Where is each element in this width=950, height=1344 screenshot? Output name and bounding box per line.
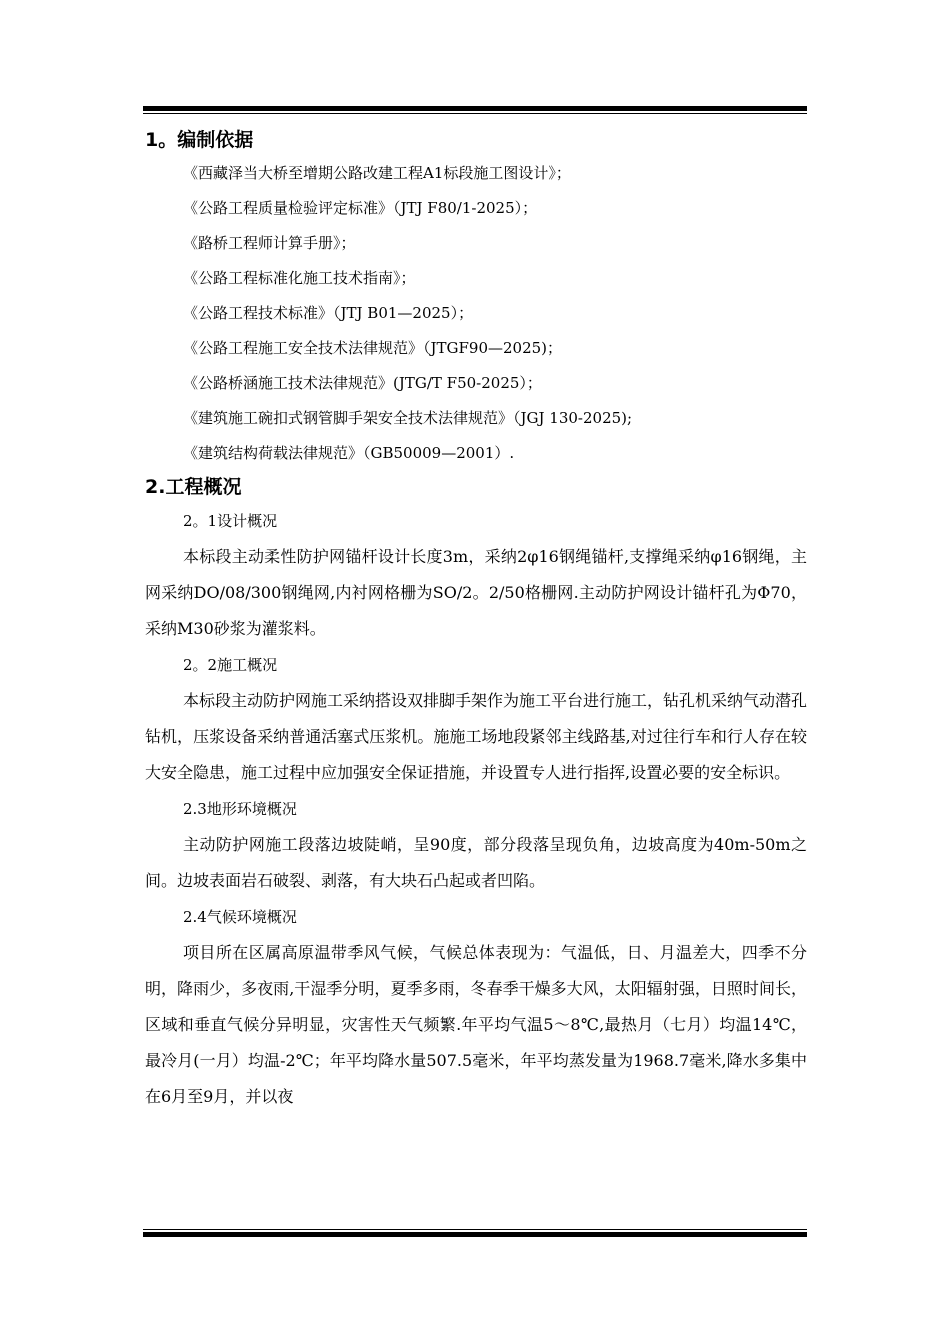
reference-item: 《建筑施工碗扣式钢管脚手架安全技术法律规范》（JGJ 130-2025); xyxy=(183,409,633,427)
reference-item: 《公路工程质量检验评定标准》（JTJ F80/1-2025）； xyxy=(183,199,538,217)
footer-rule xyxy=(143,1229,807,1237)
climate-overview-text: 项目所在区属高原温带季风气候，气候总体表现为：气温低，日、月温差大，四季不分明，降雨少，多夜雨,干湿季分明，夏季多雨，冬春季干燥多大风，太阳辐射强，日照时间长，区域和垂直气候分异明显，灾害性天气频繁.年平均气温5～8℃,最热月（七月）均温14℃，最冷月(一月）均温-2℃；年平均降水量507.5毫米，年平均蒸发量为1968.7毫米,降水多集中在6月至9月，并以夜 xyxy=(145,943,807,1106)
construction-overview-text: 本标段主动防护网施工采纳搭设双排脚手架作为施工平台进行施工，钻孔机采纳气动潜孔钻机，压浆设备采纳普通活塞式压浆机。施施工场地段紧邻主线路基,对过往行车和行人存在较大安全隐患，施工过程中应加强安全保证措施，并设置专人进行指挥,设置必要的安全标识。 xyxy=(145,691,808,782)
climate-overview-title: 2.4气候环境概况 xyxy=(183,908,297,926)
construction-overview-title: 2。2施工概况 xyxy=(183,656,278,674)
reference-item: 《建筑结构荷载法律规范》（GB50009—2001）. xyxy=(183,444,515,462)
section-1-heading: 1。编制依据 xyxy=(145,129,254,151)
reference-item: 《公路工程施工安全技术法律规范》（JTGF90—2025)； xyxy=(183,339,563,357)
document-body xyxy=(145,124,807,1115)
reference-list xyxy=(145,156,807,471)
section-2-heading: 2.工程概况 xyxy=(145,476,242,498)
design-overview-title: 2。1设计概况 xyxy=(183,512,278,530)
reference-item: 《路桥工程师计算手册》； xyxy=(183,234,356,252)
header-rule xyxy=(143,106,807,114)
design-overview-text: 本标段主动柔性防护网锚杆设计长度3m，采纳2φ16钢绳锚杆,支撑绳采纳φ16钢绳，主网采纳DO/08/300钢绳网,内衬网格栅为SO/2。2/50格栅网.主动防护网设计锚杆孔为Φ70，采纳M30砂浆为灌浆料。 xyxy=(145,547,807,638)
terrain-overview-text: 主动防护网施工段落边坡陡峭，呈90度，部分段落呈现负角，边坡高度为40m-50m之间。边坡表面岩石破裂、剥落，有大块石凸起或者凹陷。 xyxy=(145,835,807,890)
terrain-overview-title: 2.3地形环境概况 xyxy=(183,800,297,818)
reference-item: 《公路桥涵施工技术法律规范》(JTG/T F50-2025）； xyxy=(183,374,542,392)
reference-item: 《西藏泽当大桥至增期公路改建工程A1标段施工图设计》； xyxy=(183,164,571,182)
reference-item: 《公路工程标准化施工技术指南》； xyxy=(183,269,416,287)
reference-item: 《公路工程技术标准》（JTJ B01—2025）； xyxy=(183,304,474,322)
